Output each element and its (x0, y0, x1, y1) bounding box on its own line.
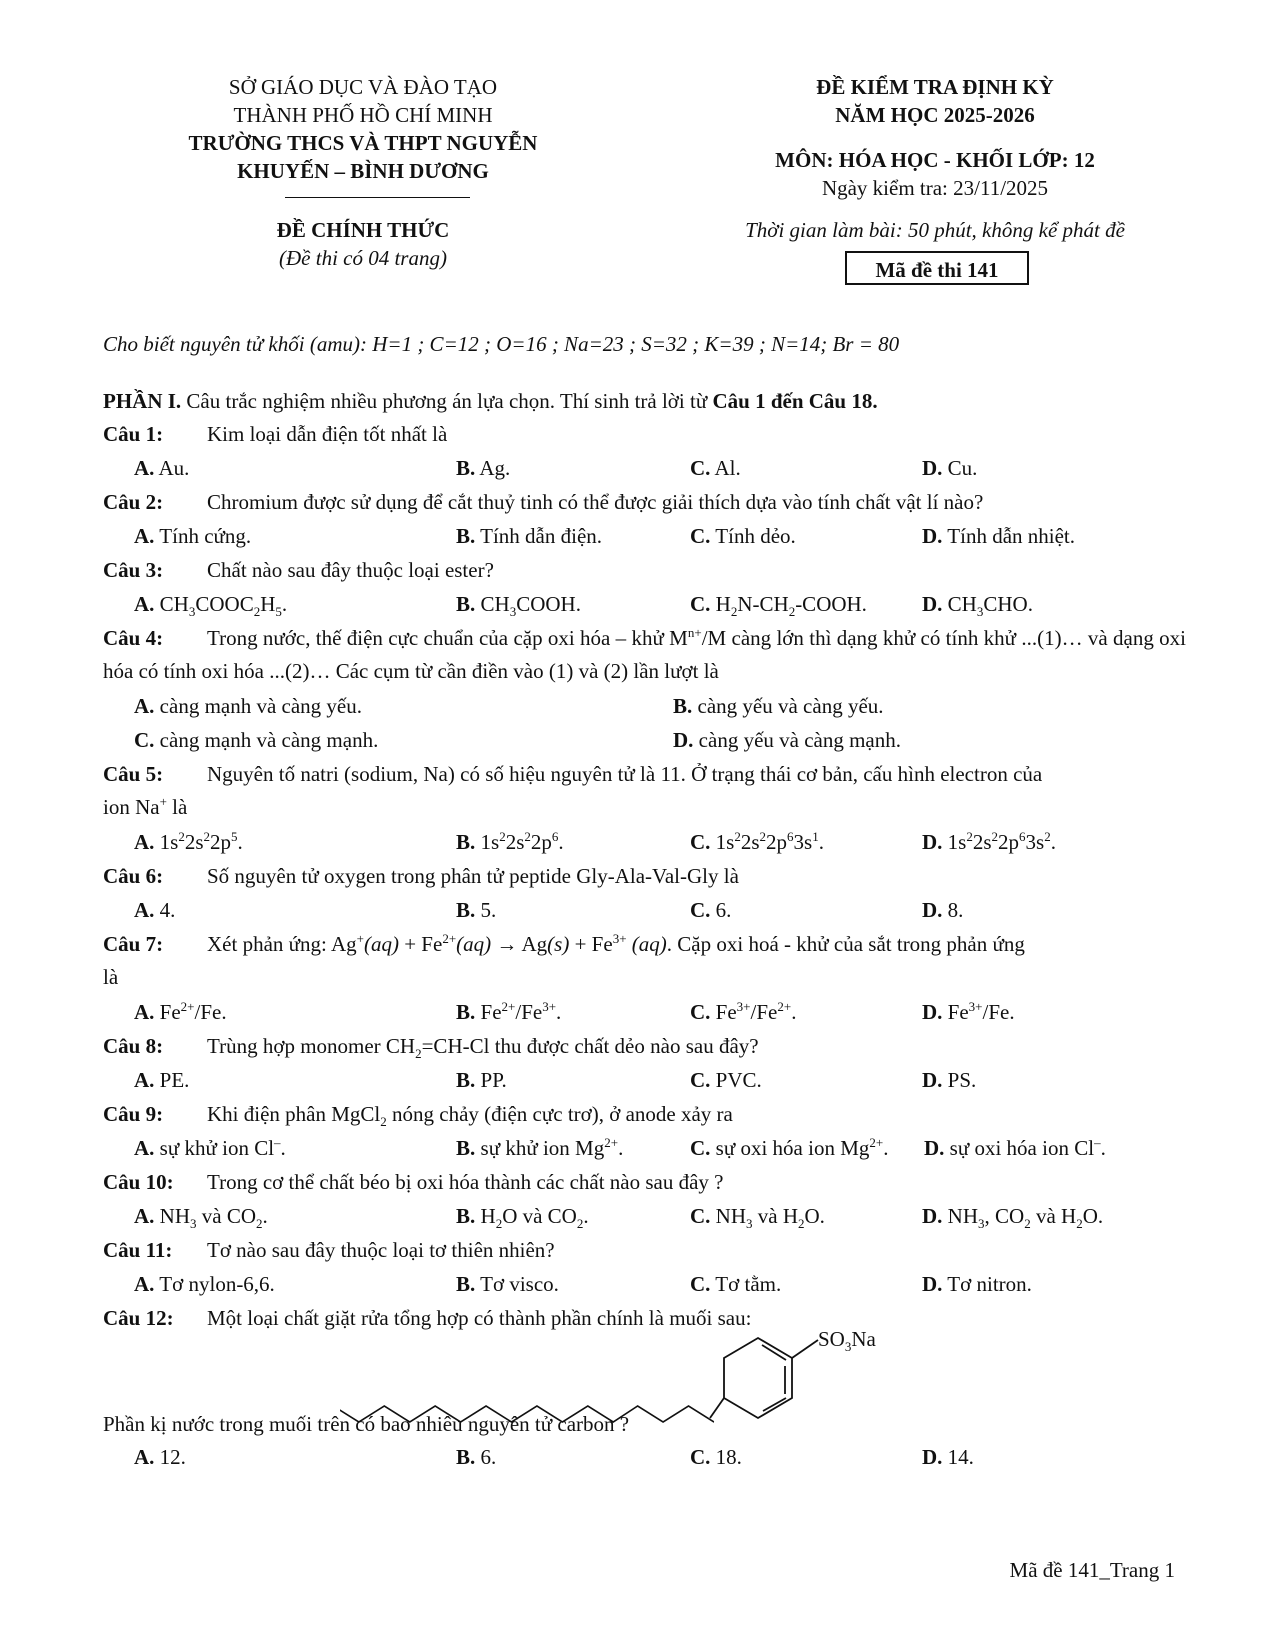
school-line1: TRƯỜNG THCS VÀ THPT NGUYỄN (188, 131, 538, 155)
question-1 (103, 418, 1193, 451)
q10-option-a[interactable]: A. $NH_3$ và $CO_2$. (134, 1204, 268, 1232)
option-text: Tính dẻo. (715, 524, 796, 548)
q9-option-d[interactable]: D. sự oxi hóa ion Cl–. (924, 1135, 1106, 1160)
question-10 (103, 1166, 1193, 1199)
option-letter: B. (673, 694, 693, 718)
q9-option-b[interactable]: B. sự khử ion $Mg^{2+}$. (456, 1135, 624, 1160)
question-text: Chất nào sau đây thuộc loại ester? (207, 558, 494, 582)
q11-option-d[interactable] (922, 1268, 1032, 1301)
q6-option-a[interactable] (134, 894, 175, 927)
option-letter: A. (134, 694, 155, 718)
option-letter: A. (134, 1068, 155, 1092)
question-label: Câu 4: (103, 626, 164, 650)
option-letter: B. (456, 898, 476, 922)
so3na-label: $SO_3Na$ (818, 1330, 876, 1354)
option-letter: A. (134, 524, 155, 548)
part1-range: Câu 1 đến Câu 18. (712, 389, 878, 413)
option-letter: C. (690, 524, 711, 548)
city: THÀNH PHỐ HỒ CHÍ MINH (233, 103, 493, 127)
option-letter: B. (456, 1272, 476, 1296)
school-line2: KHUYẾN – BÌNH DƯƠNG (237, 159, 489, 183)
option-letter: D. (922, 524, 943, 548)
question-8: Câu 8: Trùng hợp monomer $CH_2=CH-Cl$ thu được chất dẻo nào sau đây? (103, 1030, 1193, 1063)
question-2 (103, 486, 1193, 519)
question-label: Câu 7: (103, 932, 164, 956)
exam-code-box: Mã đề thi 141 (845, 251, 1029, 285)
question-label: Câu 12: (103, 1306, 174, 1330)
time-limit: Thời gian làm bài: 50 phút, không kể phát đề (745, 218, 1125, 242)
option-letter: C. (690, 456, 711, 480)
option-letter: B. (456, 524, 476, 548)
q12-option-a[interactable] (134, 1441, 186, 1474)
question-label: Câu 6: (103, 864, 164, 888)
q4-option-b[interactable] (673, 690, 884, 723)
header-left (150, 73, 576, 185)
q10-option-b[interactable]: B. $H_2O$ và $CO_2$. (456, 1204, 589, 1232)
q11-option-a[interactable] (134, 1268, 275, 1301)
question-label: Câu 8: (103, 1034, 164, 1058)
option-letter: A. (134, 1445, 155, 1469)
q9-option-c[interactable]: C. sự oxi hóa ion $Mg^{2+}$. (690, 1135, 889, 1160)
q1-option-a[interactable] (134, 452, 189, 485)
option-text: càng yếu và càng yếu. (697, 694, 884, 718)
question-text: Kim loại dẫn điện tốt nhất là (207, 422, 448, 446)
header-divider (285, 197, 470, 198)
q6-option-c[interactable] (690, 894, 731, 927)
option-text: 4. (159, 898, 176, 922)
option-text: Tơ visco. (480, 1272, 559, 1296)
part1-text: Câu trắc nghiệm nhiều phương án lựa chọn. Thí sinh trả lời từ (181, 389, 713, 413)
option-letter: D. (673, 728, 694, 752)
q8-option-b[interactable] (456, 1064, 507, 1097)
q10-option-d[interactable]: D. $NH_3$, $CO_2$ và $H_2O$. (922, 1204, 1104, 1232)
part1-heading (103, 385, 1193, 418)
question-4: Câu 4: Trong nước, thế điện cực chuẩn của cặp oxi hóa – khử $M^{n+}/M$ càng lớn thì dạng khử có tính khử ...(1)… và dạng oxi hóa có tính oxi hóa ...(2)… Các cụm từ cần điền vào (1) và (2) lần lượt là (103, 622, 1186, 688)
option-text: Tính cứng. (159, 524, 252, 548)
q12-option-c[interactable] (690, 1441, 742, 1474)
question-label: Câu 1: (103, 422, 164, 446)
q2-option-a[interactable] (134, 520, 251, 553)
option-text: 6. (480, 1445, 497, 1469)
exam-title (650, 73, 1220, 129)
q5-option-a[interactable]: A. $1s^22s^22p^5$. (134, 829, 243, 854)
question-label: Câu 3: (103, 558, 164, 582)
option-letter: B. (456, 1445, 476, 1469)
benzene-ring (710, 1338, 818, 1418)
option-letter: D. (922, 1068, 943, 1092)
question-text: Trong cơ thể chất béo bị oxi hóa thành các chất nào sau đây ? (207, 1170, 724, 1194)
option-text: Tơ tằm. (715, 1272, 782, 1296)
question-label: Câu 11: (103, 1238, 173, 1262)
option-text: Al. (714, 456, 741, 480)
exam-date: Ngày kiểm tra: 23/11/2025 (821, 176, 1049, 200)
question-7: Câu 7: Xét phản ứng: $Ag^+(aq) + Fe^{2+}(aq) \to Ag(s) + Fe^{3+}$ (aq). Cặp oxi hoá - khử của sắt trong phản ứng là (103, 928, 1186, 994)
q7-option-c[interactable]: C. $Fe^{3+}/Fe^{2+}$. (690, 999, 797, 1024)
question-text: Một loại chất giặt rửa tổng hợp có thành phần chính là muối sau: (207, 1306, 752, 1330)
department: SỞ GIÁO DỤC VÀ ĐÀO TẠO (228, 75, 498, 99)
option-text: càng yếu và càng mạnh. (698, 728, 902, 752)
option-text: 12. (159, 1445, 186, 1469)
q3-option-d[interactable]: D. $CH_3CHO$. (922, 592, 1033, 620)
q9-option-a[interactable]: A. sự khử ion Cl–. (134, 1135, 286, 1160)
q2-option-b[interactable] (456, 520, 602, 553)
option-text: 6. (715, 898, 732, 922)
question-label: Câu 9: (103, 1102, 164, 1126)
option-letter: C. (134, 728, 155, 752)
option-text: càng mạnh và càng yếu. (159, 694, 363, 718)
question-label: Câu 5: (103, 762, 164, 786)
q5-option-c[interactable]: C. $1s^22s^22p^63s^1$. (690, 829, 824, 854)
option-letter: C. (690, 1068, 711, 1092)
q12-option-d[interactable] (922, 1441, 974, 1474)
option-text: Tính dẫn nhiệt. (947, 524, 1076, 548)
option-letter: D. (922, 898, 943, 922)
q10-option-c[interactable]: C. $NH_3$ và $H_2O$. (690, 1204, 825, 1232)
question-text: Nguyên tố natri (sodium, Na) có số hiệu nguyên tử là 11. Ở trạng thái cơ bản, cấu hình electron của (207, 762, 1043, 786)
question-9: Câu 9: Khi điện phân MgCl$_2$ nóng chảy (điện cực trơ), ở anode xảy ra (103, 1098, 1193, 1131)
q11-option-b[interactable] (456, 1268, 559, 1301)
option-text: Tơ nylon-6,6. (159, 1272, 275, 1296)
option-text: Cu. (947, 456, 978, 480)
option-text: PP. (480, 1068, 507, 1092)
q5-option-b[interactable]: B. $1s^22s^22p^6$. (456, 829, 564, 854)
q6-option-d[interactable] (922, 894, 963, 927)
option-text: càng mạnh và càng mạnh. (159, 728, 379, 752)
q3-option-c[interactable]: C. $H_2N-CH_2$-COOH. (690, 592, 867, 620)
detergent-structure (340, 1330, 960, 1470)
q4-option-c[interactable] (134, 724, 378, 757)
question-6 (103, 860, 1193, 893)
question-3 (103, 554, 1193, 587)
q7-option-a[interactable]: A. $Fe^{2+}/Fe$. (134, 999, 227, 1024)
option-text: Tơ nitron. (947, 1272, 1032, 1296)
q5-option-d[interactable]: D. $1s^22s^22p^63s^2$. (922, 829, 1056, 854)
page-count: (Đề thi có 04 trang) (279, 246, 447, 270)
question-label: Câu 10: (103, 1170, 174, 1194)
q4-option-d[interactable] (673, 724, 901, 757)
q1-option-c[interactable] (690, 452, 741, 485)
subject: MÔN: HÓA HỌC - KHỐI LỚP: 12 (775, 148, 1095, 172)
option-letter: A. (134, 898, 155, 922)
option-letter: B. (456, 456, 476, 480)
question-text: Chromium được sử dụng để cắt thuỷ tinh có thể được giải thích dựa vào tính chất vật lí nào? (207, 490, 984, 514)
q2-option-c[interactable] (690, 520, 796, 553)
q12-option-b[interactable] (456, 1441, 496, 1474)
q1-option-d[interactable] (922, 452, 977, 485)
page-footer: Mã đề 141_Trang 1 (1009, 1558, 1175, 1582)
question-text: Số nguyên tử oxygen trong phân tử peptide Gly-Ala-Val-Gly là (207, 864, 739, 888)
option-text: Ag. (479, 456, 511, 480)
option-text: 5. (480, 898, 497, 922)
option-letter: C. (690, 1445, 711, 1469)
question-text: Tơ nào sau đây thuộc loại tơ thiên nhiên? (207, 1238, 555, 1262)
question-label: Câu 2: (103, 490, 164, 514)
exam-title-text: ĐỀ KIỂM TRA ĐỊNH KỲ (816, 75, 1054, 99)
q6-option-b[interactable] (456, 894, 496, 927)
q3-option-b[interactable]: B. $CH_3COOH$. (456, 592, 581, 620)
official-label: ĐỀ CHÍNH THỨC (276, 218, 450, 242)
q8-option-c[interactable] (690, 1064, 762, 1097)
option-letter: D. (922, 456, 943, 480)
option-text: 18. (715, 1445, 742, 1469)
q8-option-a[interactable] (134, 1064, 189, 1097)
q7-option-b[interactable]: B. $Fe^{2+}/Fe^{3+}$. (456, 999, 562, 1024)
question-5: Câu 5: Nguyên tố natri (sodium, Na) có số hiệu nguyên tử là 11. Ở trạng thái cơ bản, cấu hình electron của ion Na+ là (103, 758, 1186, 824)
q7-option-d[interactable]: D. $Fe^{3+}/Fe$. (922, 999, 1015, 1024)
part1-title: PHẦN I. (103, 389, 182, 413)
option-letter: B. (456, 1068, 476, 1092)
option-text: Tính dẫn điện. (480, 524, 603, 548)
option-letter: C. (690, 1272, 711, 1296)
q8-option-d[interactable] (922, 1064, 976, 1097)
option-letter: A. (134, 456, 155, 480)
q3-option-a[interactable]: A. $CH_3COOC_2H_5$. (134, 592, 288, 620)
option-letter: D. (922, 1272, 943, 1296)
option-text: 8. (947, 898, 964, 922)
option-text: PE. (159, 1068, 190, 1092)
question-12-followup: Phần kị nước trong muối trên có bao nhiêu nguyên tử carbon ? (103, 1412, 630, 1436)
question-11 (103, 1234, 1193, 1267)
option-letter: C. (690, 898, 711, 922)
option-text: 14. (947, 1445, 974, 1469)
q4-option-a[interactable] (134, 690, 362, 723)
q11-option-c[interactable] (690, 1268, 781, 1301)
option-text: PS. (947, 1068, 977, 1092)
option-letter: A. (134, 1272, 155, 1296)
school-year: NĂM HỌC 2025-2026 (835, 103, 1035, 127)
atomic-masses: Cho biết nguyên tử khối (amu): H=1 ; C=12 ; O=16 ; Na=23 ; S=32 ; K=39 ; N=14; Br = 80 (103, 332, 900, 356)
q2-option-d[interactable] (922, 520, 1075, 553)
option-text: PVC. (715, 1068, 762, 1092)
option-text: Au. (158, 456, 190, 480)
q1-option-b[interactable] (456, 452, 510, 485)
option-letter: D. (922, 1445, 943, 1469)
